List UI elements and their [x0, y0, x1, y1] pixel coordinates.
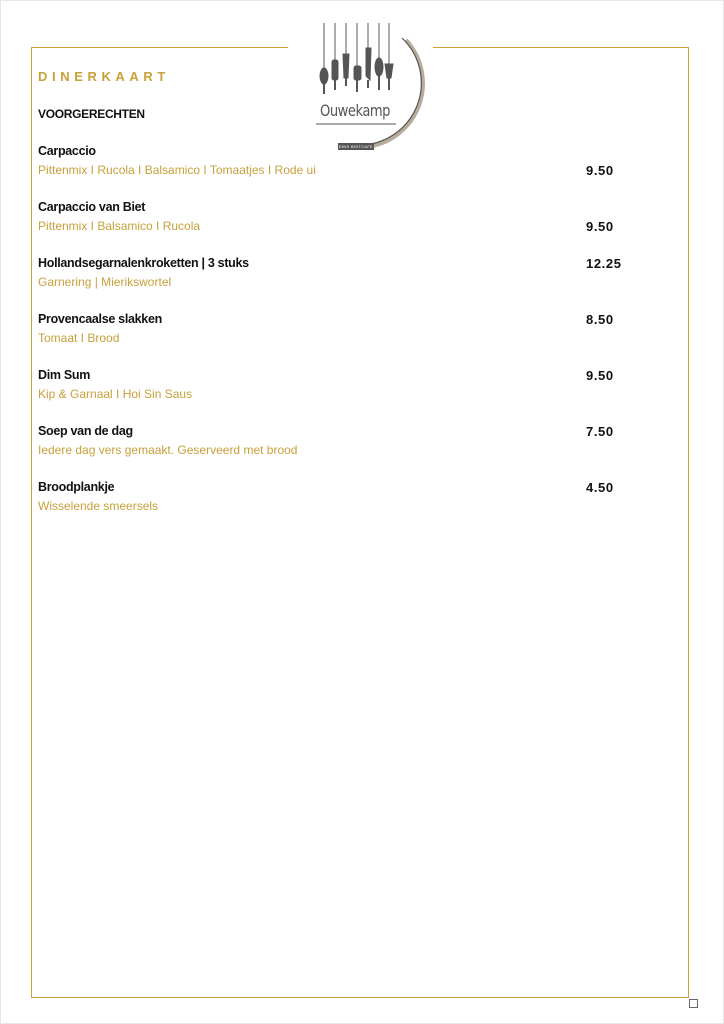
dish-item [38, 256, 638, 312]
dish-item [38, 480, 638, 536]
dish-description: Wisselende smeersels [38, 499, 159, 513]
dish-description: Tomaat I Brood [38, 331, 120, 345]
dish-price: 4.50 [586, 480, 614, 495]
dish-price: 12.25 [586, 256, 622, 271]
section-title: VOORGERECHTEN [38, 107, 145, 121]
dish-name: Soep van de dag [38, 424, 133, 438]
dish-description: Pittenmix I Rucola I Balsamico I Tomaatjes I Rode ui [38, 163, 316, 177]
dish-description: Iedere dag vers gemaakt. Geserveerd met brood [38, 443, 298, 457]
dish-name: Carpaccio van Biet [38, 200, 146, 214]
restaurant-logo [288, 18, 433, 158]
resize-handle[interactable] [689, 999, 698, 1008]
logo-name: Ouwekamp [319, 101, 391, 120]
dish-name: Carpaccio [38, 144, 96, 158]
dish-item [38, 424, 638, 480]
dish-price: 8.50 [586, 312, 614, 327]
dish-description: Pittenmix I Balsamico I Rucola [38, 219, 201, 233]
menu-title: DINERKAART [38, 69, 170, 84]
dish-name: Hollandsegarnalenkroketten | 3 stuks [38, 256, 249, 270]
dish-name: Dim Sum [38, 368, 91, 382]
dish-description: Garnering | Mierikswortel [38, 275, 172, 289]
dish-item [38, 200, 638, 256]
dish-item [38, 368, 638, 424]
dish-item [38, 312, 638, 368]
dish-price: 9.50 [586, 163, 614, 178]
logo-tagline: EINS BISTCAFE [339, 144, 373, 149]
dish-name: Provencaalse slakken [38, 312, 162, 326]
dish-price: 9.50 [586, 219, 614, 234]
dish-name: Broodplankje [38, 480, 115, 494]
dish-price: 7.50 [586, 424, 614, 439]
dish-price: 9.50 [586, 368, 614, 383]
dish-item [38, 144, 638, 200]
logo-utensils-icon [288, 18, 433, 158]
dish-list [38, 144, 638, 536]
dish-description: Kip & Garnaal I Hoi Sin Saus [38, 387, 193, 401]
